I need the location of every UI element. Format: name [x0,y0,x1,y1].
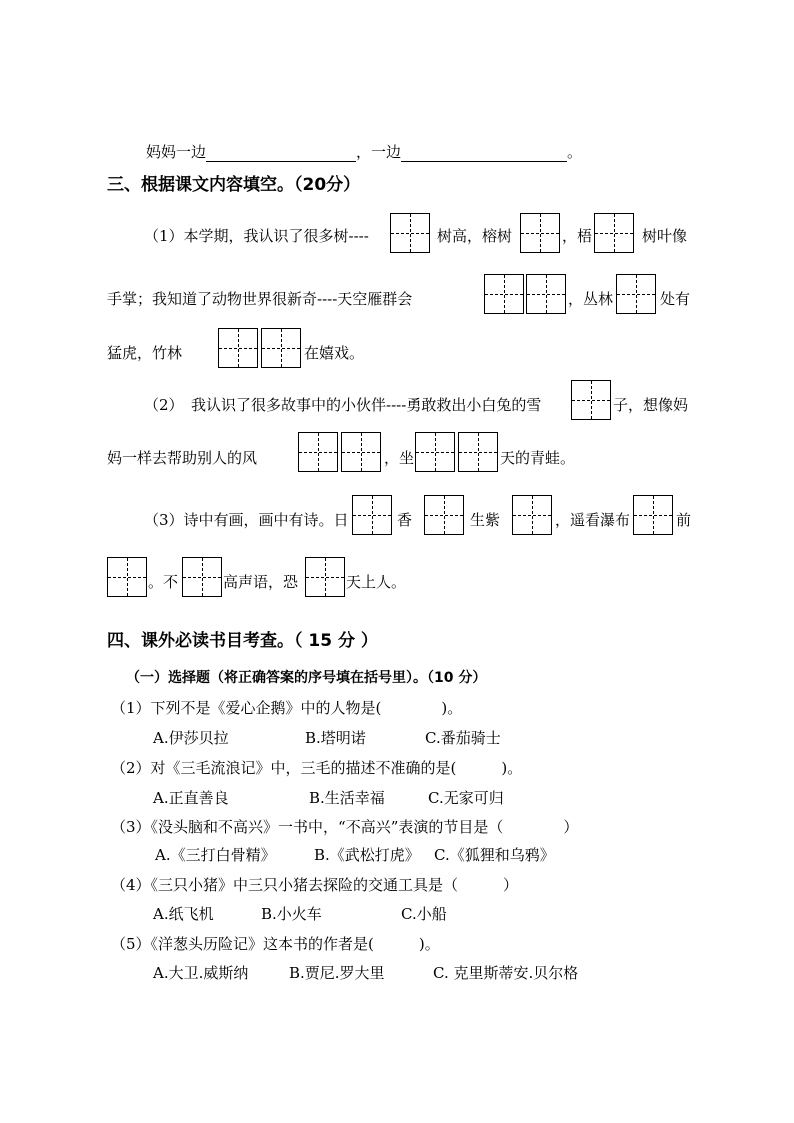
section-4-title: 四、课外必读书目考查。（ 15 分 ） [107,631,378,651]
p2-text-1b: 子，想像妈 [613,396,689,414]
option-c[interactable]: C.无家可归 [428,789,504,807]
writing-box[interactable] [484,274,524,314]
p3-text-2a: 。不 [148,573,179,591]
option-c[interactable]: C.番茄骑士 [425,729,501,747]
p2-text-2c: 天的青蛙。 [500,449,576,467]
writing-box[interactable] [512,495,552,535]
fill-line-suffix: 。 [567,143,583,161]
fill-line-prefix: 妈妈一边 [146,143,207,161]
answer-blank-1[interactable] [206,145,356,162]
p1-text-2c: 处有 [660,290,691,308]
option-b[interactable]: B.小火车 [261,905,322,923]
p1-text-2a: 手掌；我知道了动物世界很新奇----天空雁群会 [107,290,413,308]
p3-text-1a: （3）诗中有画，画中有诗。日 [144,511,349,529]
question-5: （5）《洋葱头历险记》这本书的作者是( )。 [111,935,440,953]
p3-text-1c: 生紫 [470,511,501,529]
option-a[interactable]: A.伊莎贝拉 [153,729,229,747]
writing-box[interactable] [415,432,455,472]
section-4-subtitle: （一）选择题（将正确答案的序号填在括号里）。（10 分） [126,670,487,686]
writing-box[interactable] [298,432,338,472]
writing-box[interactable] [107,557,147,597]
option-a[interactable]: A.大卫.威斯纳 [153,964,249,982]
writing-box[interactable] [424,495,464,535]
p3-text-2c: 天上人。 [346,573,407,591]
p1-text-1d: 树叶像 [642,227,688,245]
option-b[interactable]: B.贾尼.罗大里 [289,964,385,982]
question-3: （3）《没头脑和不高兴》一书中，“不高兴”表演的节目是（ ） [111,818,579,836]
writing-box[interactable] [341,432,381,472]
option-c[interactable]: C.《狐狸和乌鸦》 [434,846,555,864]
option-a[interactable]: A.正直善良 [153,789,229,807]
p3-text-2b: 高声语，恐 [223,573,299,591]
question-2: （2）对《三毛流浪记》中，三毛的描述不准确的是( )。 [111,759,523,777]
writing-box[interactable] [218,328,258,368]
p1-text-3b: 在嬉戏。 [304,344,365,362]
question-1: （1）下列不是《爱心企鹅》中的人物是( )。 [111,699,463,717]
option-a[interactable]: A.《三打白骨精》 [155,846,276,864]
p1-text-1b: 树高，榕树 [437,227,513,245]
p3-text-1e: 前 [676,511,692,529]
p2-text-1a: （2） 我认识了很多故事中的小伙伴----勇敢救出小白兔的雪 [144,396,542,414]
writing-box[interactable] [352,495,392,535]
section-3-title: 三、根据课文内容填空。（20分） [107,175,361,195]
p1-text-2b: ，丛林 [568,290,614,308]
writing-box[interactable] [261,328,301,368]
writing-box[interactable] [520,213,560,253]
answer-blank-2[interactable] [401,145,567,162]
option-c[interactable]: C.小船 [401,905,447,923]
option-b[interactable]: B.生活幸福 [309,789,385,807]
writing-box[interactable] [633,495,673,535]
p1-text-1a: （1）本学期，我认识了很多树---- [144,227,369,245]
p2-text-2b: ，坐 [384,449,415,467]
p1-text-1c: ，梧 [562,227,593,245]
writing-box[interactable] [305,557,345,597]
writing-box[interactable] [390,213,430,253]
option-c[interactable]: C. 克里斯蒂安.贝尔格 [433,964,579,982]
writing-box[interactable] [182,557,222,597]
option-b[interactable]: B.塔明诺 [305,729,366,747]
option-a[interactable]: A.纸飞机 [153,905,214,923]
p3-text-1b: 香 [397,511,413,529]
question-4: （4）《三只小猪》中三只小猪去探险的交通工具是（ ） [111,876,519,894]
fill-line-middle: ，一边 [356,143,402,161]
writing-box[interactable] [458,432,498,472]
option-b[interactable]: B.《武松打虎》 [314,846,420,864]
writing-box[interactable] [594,213,634,253]
writing-box[interactable] [616,274,656,314]
p1-text-3a: 猛虎，竹林 [107,344,183,362]
p3-text-1d: ，遥看瀑布 [555,511,631,529]
writing-box[interactable] [526,274,566,314]
fill-line-mother [146,142,582,162]
p2-text-2a: 妈一样去帮助别人的风 [107,449,258,467]
writing-box[interactable] [571,380,611,420]
